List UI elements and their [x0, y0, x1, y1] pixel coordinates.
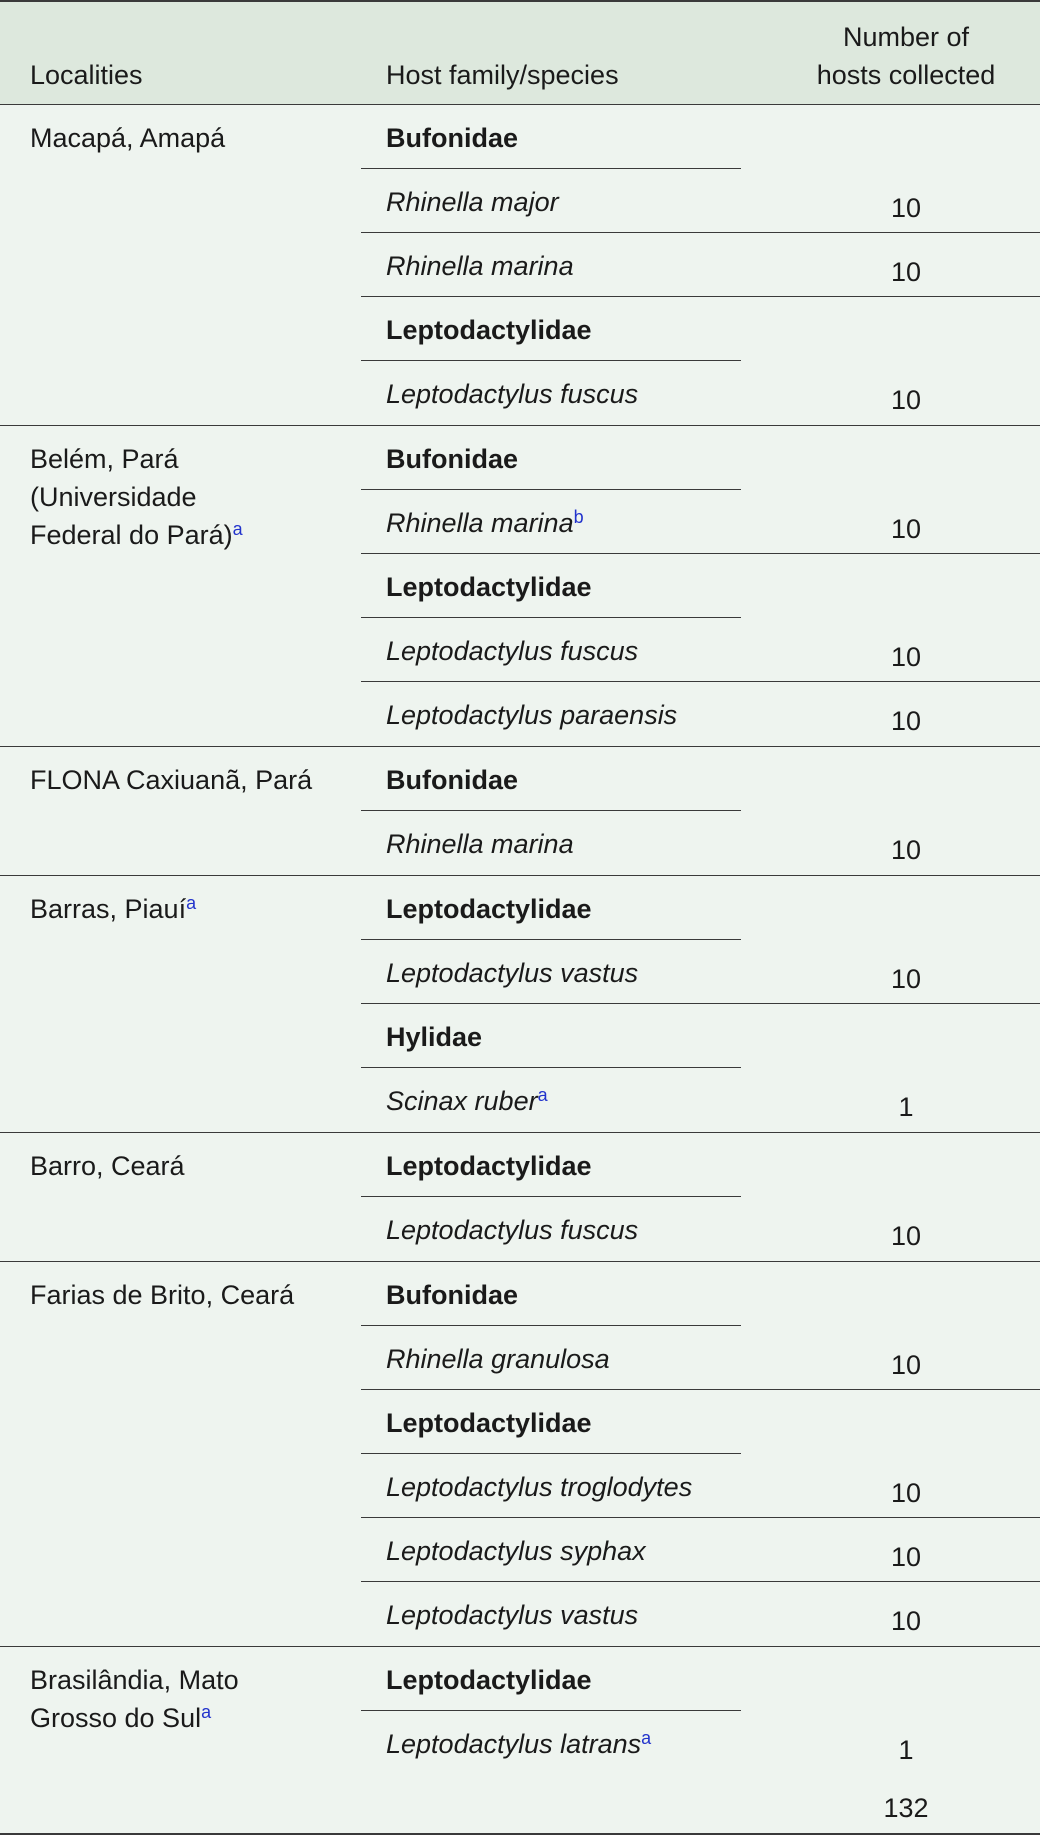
- footnote-marker: b: [573, 507, 584, 527]
- host-count: 10: [890, 1542, 922, 1572]
- locality-text: FLONA Caxiuanã, Pará: [30, 765, 313, 795]
- host-count: 1: [898, 1735, 914, 1765]
- host-count: 1: [898, 1092, 914, 1122]
- host-count: 10: [890, 385, 922, 415]
- locality-text: Belém, Pará: [30, 444, 179, 474]
- family-name: [386, 1276, 518, 1314]
- locality-group: [0, 747, 1040, 876]
- species-name: [386, 183, 559, 221]
- species-name: [386, 1596, 638, 1634]
- host-count: 10: [890, 514, 922, 544]
- host-name-text: Leptodactylidae: [386, 315, 592, 345]
- family-name: [386, 1147, 592, 1185]
- locality-group: [0, 1647, 1040, 1775]
- host-name-text: Rhinella marina: [386, 251, 574, 281]
- footnote-marker: a: [186, 893, 197, 913]
- locality-text: Macapá, Amapá: [30, 123, 226, 153]
- family-row: [0, 426, 1040, 490]
- family-name: [386, 440, 518, 478]
- host-name-text: Leptodactylus paraensis: [386, 700, 678, 730]
- locality-text: (Universidade: [30, 482, 197, 512]
- species-name: [386, 1211, 638, 1249]
- species-name: [386, 1725, 651, 1763]
- locality-group: [0, 1262, 1040, 1647]
- host-count: 10: [890, 835, 922, 865]
- host-name-text: Scinax ruber: [386, 1086, 538, 1116]
- locality-text: Barro, Ceará: [30, 1151, 185, 1181]
- host-name-text: Rhinella marina: [386, 829, 574, 859]
- family-row: [0, 1004, 1040, 1068]
- species-row: [0, 811, 1040, 875]
- species-row: [0, 1454, 1040, 1518]
- locality-group: [0, 105, 1040, 426]
- locality-text: Federal do Pará): [30, 520, 233, 550]
- host-count: 10: [890, 964, 922, 994]
- family-row: [0, 747, 1040, 811]
- host-name-text: Leptodactylus vastus: [386, 958, 639, 988]
- species-name: [386, 696, 677, 734]
- host-name-text: Leptodactylidae: [386, 1408, 592, 1438]
- species-row: [0, 169, 1040, 233]
- host-name-text: Hylidae: [386, 1022, 483, 1052]
- species-row: [0, 361, 1040, 425]
- species-name: [386, 375, 638, 413]
- family-name: [386, 568, 592, 606]
- host-name-text: Leptodactylus latrans: [386, 1729, 642, 1759]
- host-name-text: Leptodactylidae: [386, 1151, 592, 1181]
- family-row: [0, 1647, 1040, 1711]
- host-name-text: Rhinella marina: [386, 508, 574, 538]
- host-name-text: Bufonidae: [386, 765, 518, 795]
- host-count: 10: [890, 642, 922, 672]
- locality-group: [0, 876, 1040, 1133]
- host-name-text: Leptodactylus fuscus: [386, 1215, 639, 1245]
- host-count: 10: [890, 1350, 922, 1380]
- host-name-text: Leptodactylidae: [386, 572, 592, 602]
- species-row: [0, 1197, 1040, 1261]
- host-count: 10: [890, 1478, 922, 1508]
- species-name: [386, 247, 574, 285]
- host-name-text: Bufonidae: [386, 1280, 518, 1310]
- locality-text: Brasilândia, Mato: [30, 1665, 239, 1695]
- total-row: [0, 1775, 1040, 1833]
- host-name-text: Leptodactylidae: [386, 894, 592, 924]
- family-name: [386, 890, 592, 928]
- header-localities: Localities: [30, 60, 143, 90]
- host-name-text: Leptodactylus fuscus: [386, 379, 639, 409]
- species-row: [0, 1518, 1040, 1582]
- host-count: 10: [890, 193, 922, 223]
- host-count: 10: [890, 257, 922, 287]
- host-count: 10: [890, 1221, 922, 1251]
- family-name: [386, 1661, 592, 1699]
- table-header: [0, 2, 1040, 105]
- family-row: [0, 105, 1040, 169]
- family-row: [0, 876, 1040, 940]
- footnote-marker: a: [201, 1702, 212, 1722]
- species-name: [386, 954, 638, 992]
- host-name-text: Bufonidae: [386, 123, 518, 153]
- species-name: [386, 1532, 646, 1570]
- header-host: Host family/species: [386, 60, 619, 90]
- family-name: [386, 311, 592, 349]
- footnote-marker: a: [641, 1728, 652, 1748]
- total-count: 132: [883, 1793, 929, 1823]
- species-name: [386, 504, 584, 542]
- family-name: [386, 1404, 592, 1442]
- footnote-marker: a: [232, 519, 243, 539]
- family-name: [386, 761, 518, 799]
- host-name-text: Rhinella major: [386, 187, 559, 217]
- species-row: [0, 233, 1040, 297]
- host-name-text: Rhinella granulosa: [386, 1344, 610, 1374]
- locality-group: [0, 426, 1040, 747]
- host-name-text: Leptodactylus troglodytes: [386, 1472, 693, 1502]
- species-name: [386, 632, 638, 670]
- species-row: [0, 1068, 1040, 1132]
- host-name-text: Bufonidae: [386, 444, 518, 474]
- family-row: [0, 1390, 1040, 1454]
- species-name: [386, 1468, 692, 1506]
- species-row: [0, 490, 1040, 554]
- family-row: [0, 1133, 1040, 1197]
- family-row: [0, 554, 1040, 618]
- locality-text: Barras, Piauí: [30, 894, 187, 924]
- host-count: 10: [890, 1606, 922, 1636]
- host-name-text: Leptodactylus syphax: [386, 1536, 646, 1566]
- locality-text: Farias de Brito, Ceará: [30, 1280, 295, 1310]
- family-row: [0, 1262, 1040, 1326]
- species-row: [0, 1582, 1040, 1646]
- table-body: [0, 105, 1040, 1775]
- species-row: [0, 1326, 1040, 1390]
- family-name: [386, 1018, 482, 1056]
- host-name-text: Leptodactylidae: [386, 1665, 592, 1695]
- locality-group: [0, 1133, 1040, 1262]
- footnote-marker: a: [537, 1085, 548, 1105]
- species-row: [0, 682, 1040, 746]
- host-name-text: Leptodactylus fuscus: [386, 636, 639, 666]
- species-name: [386, 825, 574, 863]
- family-row: [0, 297, 1040, 361]
- species-row: [0, 940, 1040, 1004]
- host-name-text: Leptodactylus vastus: [386, 1600, 639, 1630]
- locality-text: Grosso do Sul: [30, 1703, 202, 1733]
- species-name: [386, 1082, 548, 1120]
- host-count: 10: [890, 706, 922, 736]
- header-number: [780, 18, 1032, 94]
- header-number-line2: hosts collected: [816, 60, 996, 90]
- species-row: [0, 1711, 1040, 1775]
- species-row: [0, 618, 1040, 682]
- species-name: [386, 1340, 610, 1378]
- family-name: [386, 119, 518, 157]
- header-number-line1: Number of: [842, 22, 970, 52]
